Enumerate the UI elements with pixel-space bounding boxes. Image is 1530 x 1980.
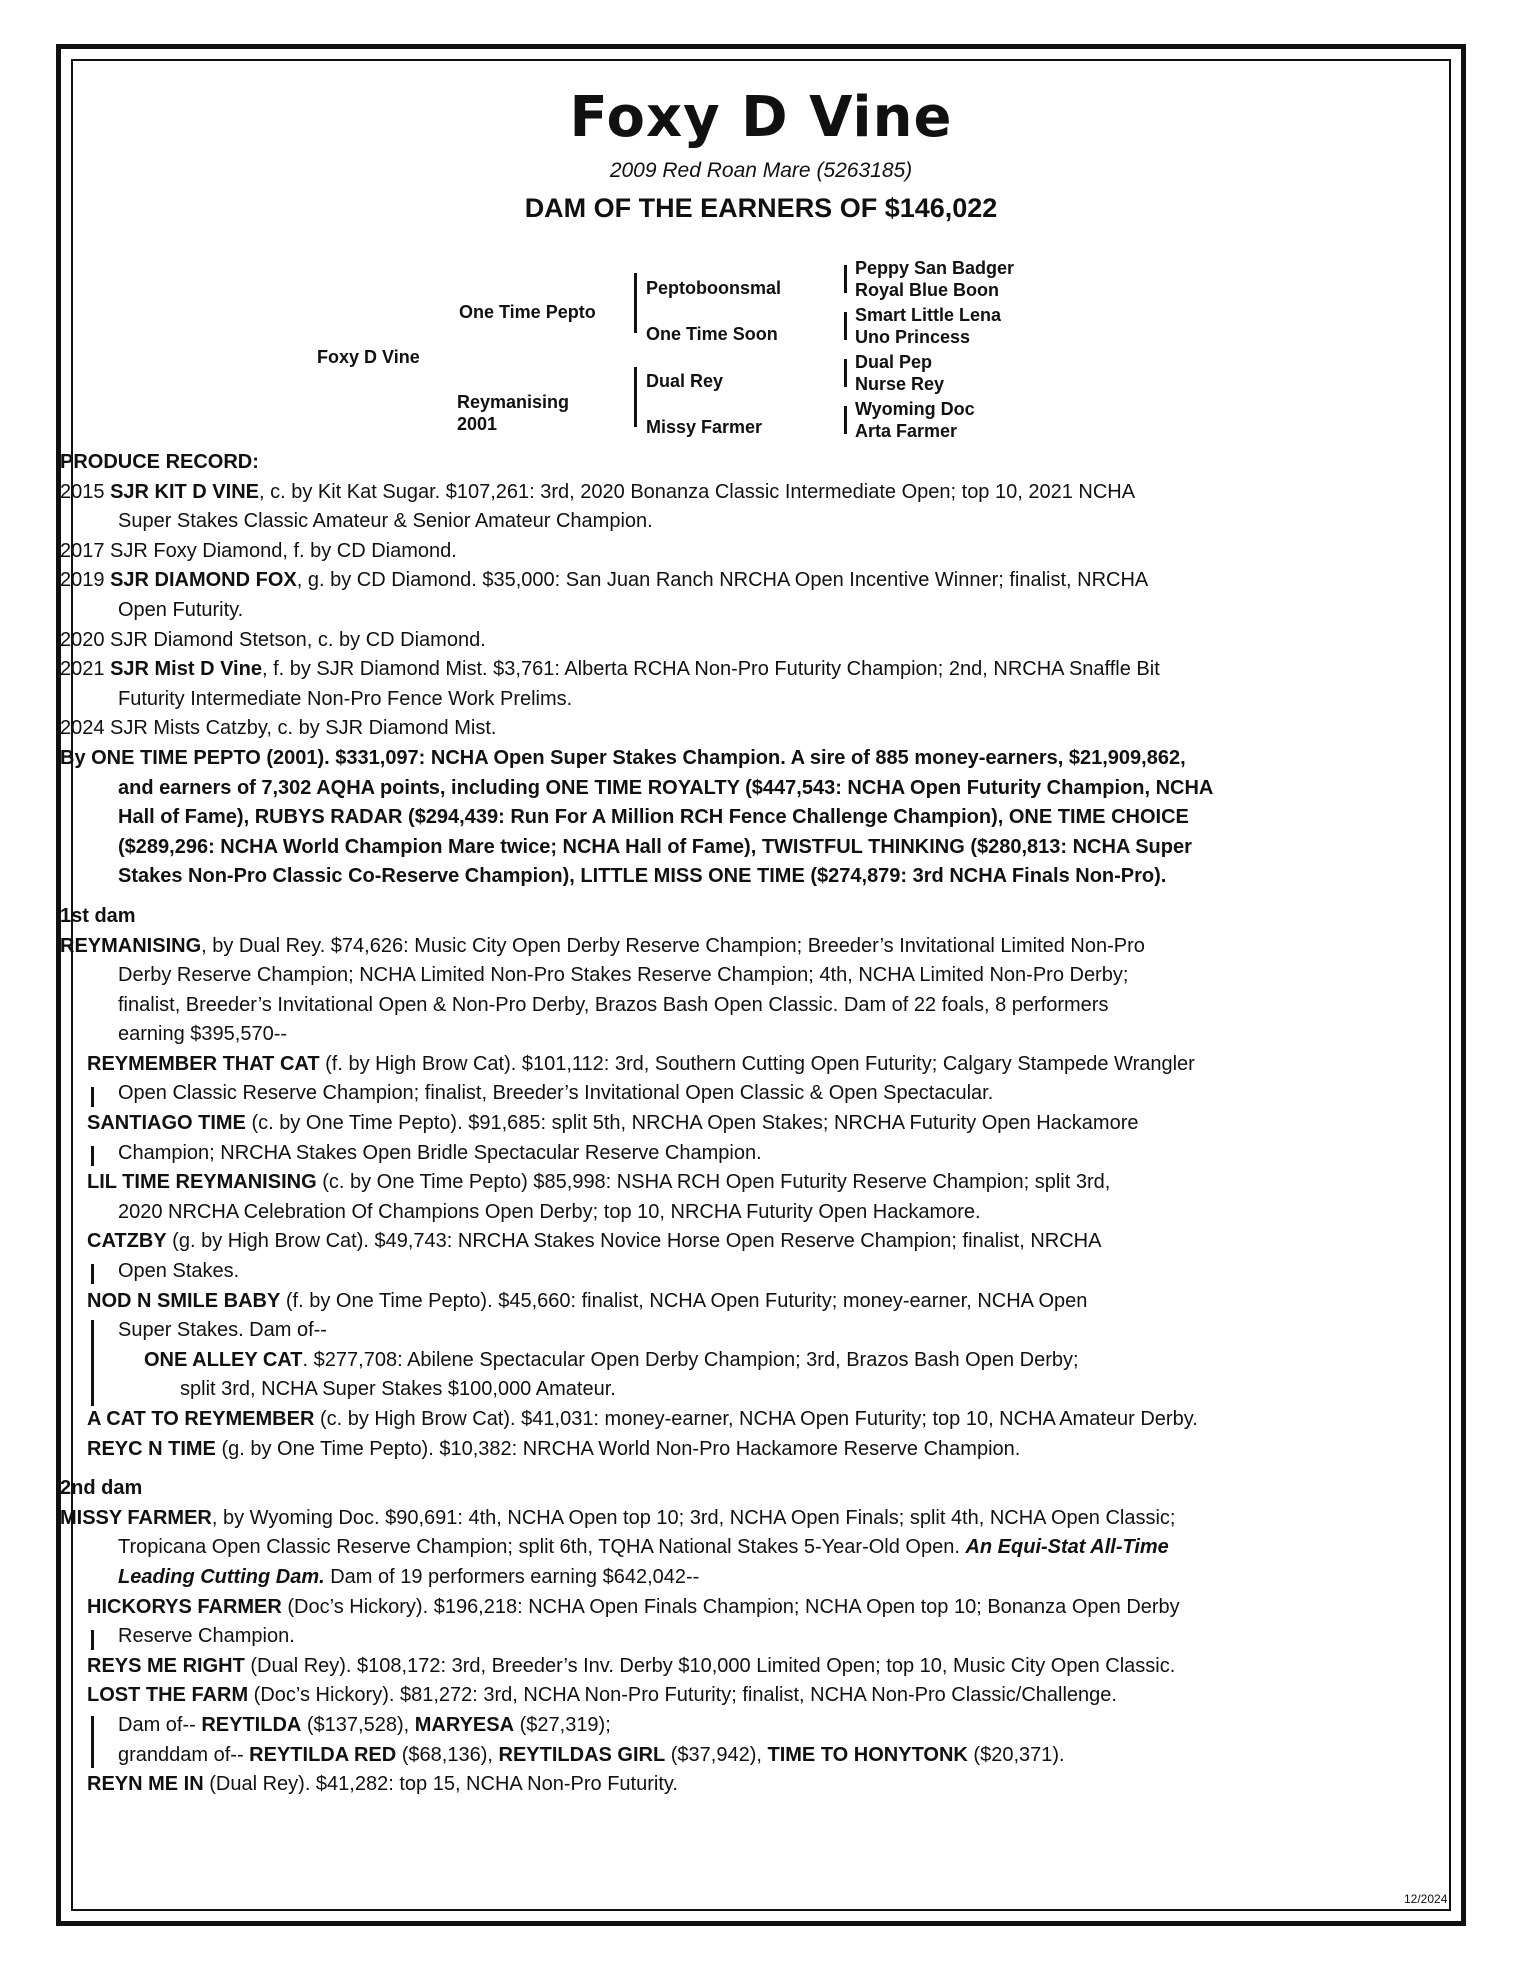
second-dam-distinction: Leading Cutting Dam. bbox=[118, 1565, 325, 1588]
second-dam-heading: 2nd dam bbox=[60, 1477, 143, 1500]
offspring-entry bbox=[60, 1287, 1360, 1405]
pedigree-subject: Foxy D Vine bbox=[317, 347, 420, 367]
revision-date: 12/2024 bbox=[1404, 1892, 1448, 1906]
offspring-text: (c. by One Time Pepto). $91,685: split 5th, NRCHA Open Stakes; NRCHA Futurity Open Hackamore bbox=[245, 1112, 1139, 1135]
pedigree-bracket bbox=[634, 273, 637, 333]
grand-offspring-text: . $277,708: Abilene Spectacular Open Derby Champion; 3rd, Brazos Bash Open Derby; bbox=[302, 1348, 1079, 1371]
offspring-text-cont: 2020 NRCHA Celebration Of Champions Open Derby; top 10, NRCHA Futurity Open Hackamore. bbox=[118, 1200, 981, 1223]
second-dam-name: MISSY FARMER bbox=[60, 1506, 212, 1529]
offspring-text-cont: Open Stakes. bbox=[118, 1260, 240, 1283]
pedigree-gg2 bbox=[855, 304, 1001, 348]
first-dam-text: earning $395,570-- bbox=[118, 1023, 288, 1046]
first-dam-text: finalist, Breeder’s Invitational Open & Non-Pro Derby, Brazos Bash Open Classic. Dam of 22 foals, 8 performers bbox=[118, 993, 1109, 1016]
second-dam-text: Dam of 19 performers earning $642,042-- bbox=[324, 1565, 700, 1588]
sire-summary bbox=[60, 744, 1360, 892]
produce-record-section bbox=[60, 448, 1360, 1800]
offspring-name: HICKORYS FARMER bbox=[87, 1595, 282, 1618]
grand-offspring-name: TIME TO HONYTONK bbox=[767, 1743, 968, 1766]
offspring-entry bbox=[60, 1050, 1360, 1109]
offspring-text: (c. by One Time Pepto) $85,998: NSHA RCH Open Futurity Reserve Champion; split 3rd, bbox=[316, 1171, 1111, 1194]
offspring-text: (f. by One Time Pepto). $45,660: finalist, NCHA Open Futurity; money-earner, NCHA Open bbox=[280, 1289, 1088, 1312]
produce-text-cont: Open Futurity. bbox=[118, 598, 244, 621]
produce-name: SJR Mist D Vine bbox=[110, 658, 262, 681]
offspring-text-cont: Open Classic Reserve Champion; finalist, Breeder’s Invitational Open Classic & Open Spectacular. bbox=[118, 1082, 994, 1105]
first-dam-text: Derby Reserve Champion; NCHA Limited Non-Pro Stakes Reserve Champion; 4th, NCHA Limited Non-Pro Derby; bbox=[118, 964, 1129, 987]
offspring-entry bbox=[60, 1227, 1360, 1286]
sire-summary-line: ($289,296: NCHA World Champion Mare twice; NCHA Hall of Fame), TWISTFUL THINKING ($280,813: NCHA Super bbox=[118, 835, 1192, 858]
produce-text: , c. by Kit Kat Sugar. $107,261: 3rd, 2020 Bonanza Classic Intermediate Open; top 10, 2021 NCHA bbox=[258, 480, 1136, 503]
pedigree-gg-sire: Peppy San Badger bbox=[855, 258, 1015, 278]
pedigree-gg4 bbox=[855, 398, 975, 442]
pedigree-gg-dam: Uno Princess bbox=[855, 327, 971, 347]
pedigree-bracket bbox=[844, 265, 847, 293]
produce-year: 2019 bbox=[60, 569, 105, 592]
produce-record-heading: PRODUCE RECORD: bbox=[60, 451, 259, 473]
produce-label: granddam of-- bbox=[118, 1743, 250, 1766]
offspring-entry bbox=[60, 1681, 1360, 1770]
produce-name: SJR DIAMOND FOX bbox=[110, 569, 297, 592]
offspring-name: REYS ME RIGHT bbox=[87, 1654, 245, 1677]
grand-offspring-name: REYTILDAS GIRL bbox=[498, 1743, 666, 1766]
produce-entry: 2017 SJR Foxy Diamond, f. by CD Diamond. bbox=[60, 539, 457, 562]
pedigree-dam bbox=[457, 391, 569, 435]
offspring-name: SANTIAGO TIME bbox=[87, 1112, 246, 1135]
pedigree-gg3 bbox=[855, 351, 944, 395]
pedigree-dam-year: 2001 bbox=[457, 414, 498, 434]
grand-offspring-name: REYTILDA bbox=[201, 1713, 302, 1736]
sire-summary-line: and earners of 7,302 AQHA points, including ONE TIME ROYALTY ($447,543: NCHA Open Futurity Champion, NCHA bbox=[118, 776, 1214, 799]
produce-entry bbox=[60, 655, 1360, 714]
pedigree-gg-dam: Nurse Rey bbox=[855, 374, 945, 394]
offspring-name: LOST THE FARM bbox=[87, 1684, 249, 1707]
pedigree-gg-sire: Dual Pep bbox=[855, 352, 933, 372]
offspring-text: (Dual Rey). $41,282: top 15, NCHA Non-Pro Futurity. bbox=[203, 1773, 678, 1796]
grand-offspring-text-cont: split 3rd, NCHA Super Stakes $100,000 Amateur. bbox=[180, 1378, 616, 1401]
offspring-entry bbox=[60, 1770, 1360, 1800]
offspring-text: (g. by High Brow Cat). $49,743: NRCHA Stakes Novice Horse Open Reserve Champion; finalist, NRCHA bbox=[166, 1230, 1102, 1253]
sire-summary-line: By ONE TIME PEPTO (2001). $331,097: NCHA Open Super Stakes Champion. A sire of 885 money-earners, $21,909,862, bbox=[60, 746, 1186, 769]
first-dam-name: REYMANISING bbox=[60, 934, 202, 957]
offspring-entry bbox=[60, 1405, 1360, 1435]
grand-offspring-name: MARYESA bbox=[414, 1713, 515, 1736]
offspring-text: (c. by High Brow Cat). $41,031: money-earner, NCHA Open Futurity; top 10, NCHA Amateur Derby. bbox=[314, 1408, 1198, 1430]
produce-text-cont: Futurity Intermediate Non-Pro Fence Work Prelims. bbox=[118, 687, 573, 710]
produce-entry bbox=[60, 566, 1360, 625]
produce-text: , f. by SJR Diamond Mist. $3,761: Alberta RCHA Non-Pro Futurity Champion; 2nd, NRCHA Snaffle Bit bbox=[261, 658, 1160, 681]
offspring-text: (g. by One Time Pepto). $10,382: NRCHA World Non-Pro Hackamore Reserve Champion. bbox=[215, 1437, 1021, 1460]
earnings-heading: DAM OF THE EARNERS OF $146,022 bbox=[524, 193, 998, 223]
pedigree-bracket bbox=[844, 312, 847, 340]
offspring-entry bbox=[60, 1109, 1360, 1168]
produce-text: , g. by CD Diamond. $35,000: San Juan Ranch NRCHA Open Incentive Winner; finalist, NRCHA bbox=[296, 569, 1149, 592]
offspring-text: (f. by High Brow Cat). $101,112: 3rd, Southern Cutting Open Futurity; Calgary Stampede Wrangler bbox=[319, 1052, 1195, 1075]
offspring-name: REYC N TIME bbox=[87, 1437, 216, 1460]
sire-summary-line: Stakes Non-Pro Classic Co-Reserve Champion), LITTLE MISS ONE TIME ($274,879: 3rd NCHA Finals Non-Pro). bbox=[118, 865, 1167, 888]
offspring-text-cont: Super Stakes. Dam of-- bbox=[118, 1319, 327, 1342]
offspring-text-cont: Champion; NRCHA Stakes Open Bridle Spectacular Reserve Champion. bbox=[118, 1141, 762, 1164]
produce-label: Dam of-- bbox=[118, 1713, 202, 1736]
pedigree-sire-sire: Peptoboonsmal bbox=[646, 278, 782, 298]
pedigree-bracket bbox=[634, 367, 637, 427]
offspring-name: REYMEMBER THAT CAT bbox=[87, 1052, 320, 1075]
produce-entry bbox=[60, 478, 1360, 537]
second-dam-distinction: An Equi-Stat All-Time bbox=[965, 1536, 1169, 1559]
second-dam-text: Tropicana Open Classic Reserve Champion; split 6th, TQHA National Stakes 5-Year-Old Open. bbox=[118, 1536, 966, 1559]
pedigree-dam-sire: Dual Rey bbox=[646, 371, 724, 391]
offspring-text: (Dual Rey). $108,172: 3rd, Breeder’s Inv. Derby $10,000 Limited Open; top 10, Music City Open Classic. bbox=[244, 1654, 1176, 1677]
produce-entry: 2020 SJR Diamond Stetson, c. by CD Diamond. bbox=[60, 628, 486, 651]
offspring-name: LIL TIME REYMANISING bbox=[87, 1171, 317, 1194]
pedigree-sire-dam: One Time Soon bbox=[646, 324, 778, 344]
grand-offspring-earnings: ($37,942), bbox=[665, 1743, 768, 1766]
grand-offspring-name: REYTILDA RED bbox=[249, 1743, 397, 1766]
offspring-entry bbox=[60, 1652, 1360, 1682]
offspring-name: REYN ME IN bbox=[87, 1773, 204, 1796]
offspring-text: (Doc’s Hickory). $196,218: NCHA Open Finals Champion; NCHA Open top 10; Bonanza Open Derby bbox=[281, 1595, 1180, 1618]
pedigree-gg1 bbox=[855, 257, 1014, 301]
grand-offspring-earnings: ($68,136), bbox=[396, 1743, 499, 1766]
second-dam-section bbox=[60, 1474, 1360, 1800]
offspring-entry bbox=[60, 1435, 1360, 1465]
sire-summary-line: Hall of Fame), RUBYS RADAR ($294,439: Run For A Million RCH Fence Challenge Champion), ONE TIME CHOICE bbox=[118, 806, 1189, 829]
offspring-name: CATZBY bbox=[87, 1230, 167, 1253]
pedigree-dam-name: Reymanising bbox=[457, 392, 570, 412]
pedigree-bracket bbox=[844, 406, 847, 434]
pedigree-sire: One Time Pepto bbox=[459, 302, 596, 322]
first-dam-text: , by Dual Rey. $74,626: Music City Open Derby Reserve Champion; Breeder’s Invitational Limited Non-Pro bbox=[201, 934, 1145, 957]
pedigree-bracket bbox=[844, 359, 847, 387]
offspring-name: A CAT TO REYMEMBER bbox=[87, 1408, 315, 1430]
offspring-name: NOD N SMILE BABY bbox=[87, 1289, 281, 1312]
produce-year: 2015 bbox=[60, 480, 105, 503]
grand-offspring-earnings: ($20,371). bbox=[967, 1743, 1065, 1766]
grand-offspring-earnings: ($27,319); bbox=[514, 1713, 611, 1736]
produce-name: SJR KIT D VINE bbox=[110, 480, 259, 503]
grand-offspring-name: ONE ALLEY CAT bbox=[144, 1348, 303, 1371]
produce-entry: 2024 SJR Mists Catzby, c. by SJR Diamond Mist. bbox=[60, 717, 497, 740]
produce-year: 2021 bbox=[60, 658, 105, 681]
pedigree-gg-sire: Wyoming Doc bbox=[855, 399, 975, 419]
offspring-entry bbox=[60, 1168, 1360, 1227]
second-dam-text: , by Wyoming Doc. $90,691: 4th, NCHA Open top 10; 3rd, NCHA Open Finals; split 4th, NCHA Open Classic; bbox=[211, 1506, 1176, 1529]
produce-text-cont: Super Stakes Classic Amateur & Senior Amateur Champion. bbox=[118, 510, 653, 533]
first-dam-heading: 1st dam bbox=[60, 904, 136, 927]
pedigree-gg-dam: Royal Blue Boon bbox=[855, 280, 1000, 300]
pedigree-dam-dam: Missy Farmer bbox=[646, 417, 763, 437]
grand-offspring-earnings: ($137,528), bbox=[301, 1713, 415, 1736]
first-dam-section bbox=[60, 902, 1360, 1464]
offspring-text: (Doc’s Hickory). $81,272: 3rd, NCHA Non-Pro Futurity; finalist, NCHA Non-Pro Classic/Challenge. bbox=[248, 1684, 1117, 1707]
offspring-entry bbox=[60, 1593, 1360, 1652]
pedigree-gg-dam: Arta Farmer bbox=[855, 421, 958, 441]
page-title: Foxy D Vine bbox=[569, 85, 953, 150]
offspring-text-cont: Reserve Champion. bbox=[118, 1625, 295, 1648]
page-subtitle: 2009 Red Roan Mare (5263185) bbox=[609, 159, 913, 182]
pedigree-gg-sire: Smart Little Lena bbox=[855, 305, 1002, 325]
